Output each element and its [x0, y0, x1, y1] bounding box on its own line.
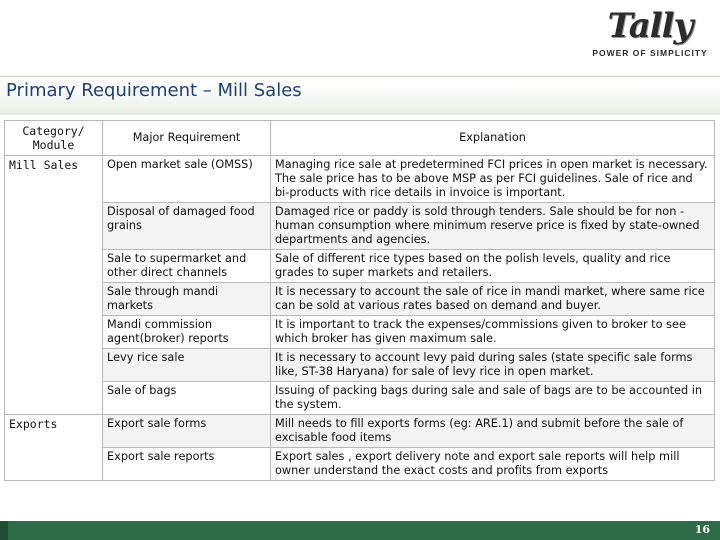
table-row: [5, 250, 715, 283]
explanation-cell: Sale of different rice types based on the polish levels, quality and rice grades to super markets and retailers.: [271, 250, 715, 283]
requirement-cell: Levy rice sale: [103, 349, 271, 382]
category-cell: [5, 316, 103, 349]
category-cell: [5, 382, 103, 415]
requirement-cell: Mandi commission agent(broker) reports: [103, 316, 271, 349]
logo-wordmark: Tally: [607, 6, 693, 46]
explanation-cell: It is important to track the expenses/commissions given to broker to see which broker has given maximum sale.: [271, 316, 715, 349]
requirement-cell: Export sale forms: [103, 415, 271, 448]
table-row: [5, 316, 715, 349]
explanation-cell: Export sales , export delivery note and export sale reports will help mill owner understand the exact costs and profits from exports: [271, 448, 715, 481]
table-row: [5, 283, 715, 316]
table-row: [5, 415, 715, 448]
explanation-cell: Damaged rice or paddy is sold through tenders. Sale should be for non -human consumption where minimum reserve price is fixed by state-owned departments and agencies.: [271, 203, 715, 250]
category-cell: [5, 250, 103, 283]
table-row: [5, 448, 715, 481]
table-row: [5, 203, 715, 250]
category-cell: [5, 203, 103, 250]
requirements-table: [4, 120, 715, 481]
requirement-cell: Disposal of damaged food grains: [103, 203, 271, 250]
header-major-requirement: Major Requirement: [103, 121, 271, 156]
explanation-cell: Mill needs to fill exports forms (eg: ARE.1) and submit before the sale of excisable food items: [271, 415, 715, 448]
category-cell: Exports: [5, 415, 103, 448]
table-row: [5, 349, 715, 382]
tally-logo: [590, 6, 710, 58]
page-title: Primary Requirement – Mill Sales: [6, 80, 302, 101]
category-cell: [5, 448, 103, 481]
logo-tagline: POWER OF SIMPLICITY: [592, 48, 708, 58]
explanation-cell: It is necessary to account the sale of rice in mandi market, where same rice can be sold at various rates based on demand and buyer.: [271, 283, 715, 316]
explanation-cell: Issuing of packing bags during sale and sale of bags are to be accounted in the system.: [271, 382, 715, 415]
table-row: [5, 382, 715, 415]
category-cell: [5, 283, 103, 316]
footer-accent: [0, 521, 8, 540]
page-number: 16: [694, 523, 710, 536]
requirement-cell: Sale to supermarket and other direct channels: [103, 250, 271, 283]
explanation-cell: Managing rice sale at predetermined FCI prices in open market is necessary. The sale price has to be above MSP as per FCI guidelines. Sale of rice and bi-products with rice details in invoice is important.: [271, 156, 715, 203]
table-body: [5, 156, 715, 481]
requirement-cell: Sale of bags: [103, 382, 271, 415]
requirement-cell: Export sale reports: [103, 448, 271, 481]
header-explanation: Explanation: [271, 121, 715, 156]
header-category: Category/ Module: [5, 121, 103, 156]
requirement-cell: Open market sale (OMSS): [103, 156, 271, 203]
explanation-cell: It is necessary to account levy paid during sales (state specific sale forms like, ST-38 Haryana) for sale of levy rice in open market.: [271, 349, 715, 382]
table-row: [5, 156, 715, 203]
category-cell: Mill Sales: [5, 156, 103, 203]
category-cell: [5, 349, 103, 382]
footer-bar: [0, 521, 720, 540]
requirement-cell: Sale through mandi markets: [103, 283, 271, 316]
table-header-row: [5, 121, 715, 156]
